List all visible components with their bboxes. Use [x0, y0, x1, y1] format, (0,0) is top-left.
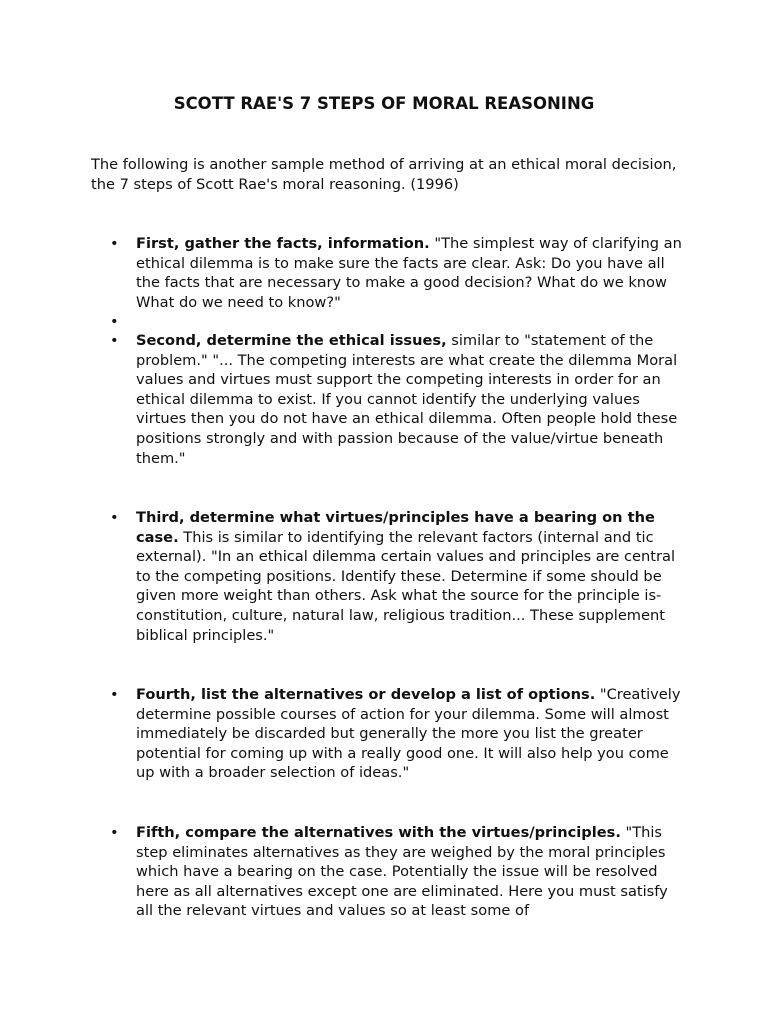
step-body: "The simplest way of clarifying an ethical dilemma is to make sure the facts are clear. Ask: Do you have all the facts that are necessary to make a good decision? What do we know What do we need to know?" [136, 235, 682, 311]
step-lead: Fifth, compare the alternatives with the virtues/principles. [136, 824, 621, 841]
step-body: "This step eliminates alternatives as they are weighed by the moral principles which have a bearing on the case. Potentially the issue will be resolved here as all alternatives except one are eliminated. Here you must satisfy all the relevant virtues and values so at least some of [136, 824, 668, 920]
step-body: similar to "statement of the problem." "... The competing interests are what create the dilemma Moral values and virtues must support the competing interests in order for an ethical dilemma to exist. If you cannot identify the underlying values virtues then you do not have an ethical dilemma. Often people hold these positions strongly and with passion because of the value/virtue beneath them." [136, 332, 678, 467]
bullet-icon: • [110, 686, 119, 703]
bullet-icon: • [110, 332, 119, 349]
bullet-icon: • [110, 824, 119, 841]
step-body: "Creatively determine possible courses of action for your dilemma. Some will almost immediately be discarded but generally the more you list the greater potential for coming up with a really good one. It will also help you come up with a broader selection of ideas." [136, 686, 681, 782]
step-lead: Second, determine the ethical issues, [136, 332, 447, 349]
step-text [136, 331, 684, 468]
step-lead: Fourth, list the alternatives or develop a list of options. [136, 686, 596, 703]
step-text [136, 508, 684, 645]
page-title: SCOTT RAE'S 7 STEPS OF MORAL REASONING [173, 94, 595, 113]
step-text [136, 823, 684, 921]
step-text [136, 234, 684, 312]
step-body: This is similar to identifying the relevant factors (internal and tic external). "In an ethical dilemma certain values and principles are central to the competing positions. Identify these. Determine if some should be given more weight than others. Ask what the source for the principle is- constitution, culture, natural law, religious tradition... These supplement biblical principles." [136, 528, 675, 644]
step-text [136, 685, 684, 783]
step-lead: Third, determine what virtues/principles have a bearing on the case. [136, 509, 655, 546]
bullet-icon: • [110, 509, 119, 526]
intro-paragraph: The following is another sample method of arriving at an ethical moral decision, the 7 steps of Scott Rae's moral reasoning. (1996) [91, 156, 677, 193]
step-lead: First, gather the facts, information. [136, 235, 430, 252]
bullet-icon: • [110, 313, 119, 330]
bullet-icon: • [110, 235, 119, 252]
